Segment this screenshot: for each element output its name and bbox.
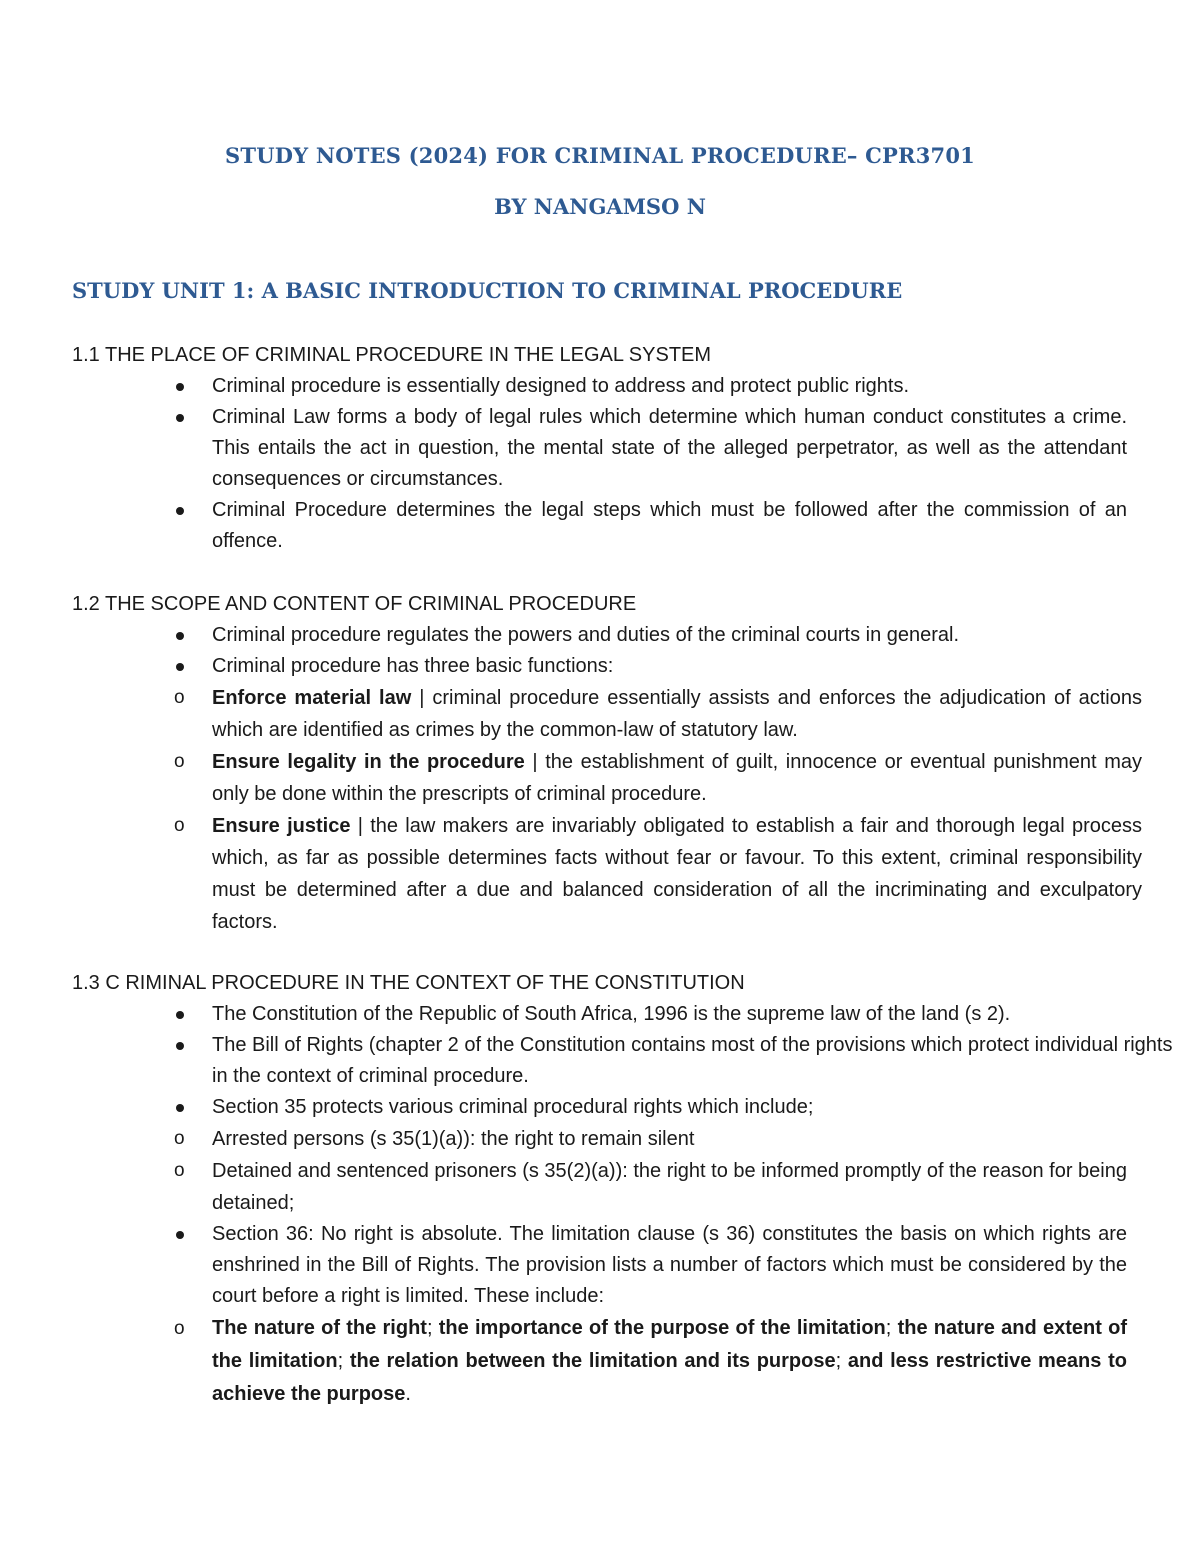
limitation-factors-text [212, 1312, 1127, 1411]
function-label: Enforce material law [212, 687, 412, 709]
list-item-text: Criminal Procedure determines the legal steps which must be followed after the commission of an offence. [212, 499, 1127, 552]
list-item [72, 682, 1182, 746]
document-author: BY NANGAMSO N [494, 194, 706, 219]
list-item [72, 810, 1182, 938]
circle-bullet-icon: o [174, 1318, 185, 1339]
section-heading: 1.1 THE PLACE OF CRIMINAL PROCEDURE IN THE LEGAL SYSTEM [72, 344, 712, 366]
list-item-text [212, 746, 1142, 810]
section-1-2 [72, 589, 1182, 938]
function-label: Ensure legality in the procedure [212, 751, 525, 773]
limitation-factor: the relation between the limitation and its purpose [349, 1350, 836, 1372]
list-item [72, 651, 1182, 682]
list-item-text: Criminal procedure is essentially designed to address and protect public rights. [212, 375, 910, 397]
list-item-text: Criminal procedure has three basic functions: [212, 655, 614, 677]
list-item [72, 495, 1182, 557]
list-item-text [212, 810, 1142, 938]
separator: ; [835, 1350, 848, 1372]
limitation-factor: The nature of the right [212, 1317, 427, 1339]
list-item [72, 746, 1182, 810]
list-item [72, 1312, 1182, 1411]
separator: . [405, 1383, 411, 1405]
list-item-text: The Bill of Rights (chapter 2 of the Constitution contains most of the provisions which protect individual rights in the context of criminal procedure. [212, 1034, 1173, 1087]
list-item [72, 402, 1182, 495]
list-item-text: Criminal Law forms a body of legal rules which determine which human conduct constitutes a crime. This entails the act in question, the mental state of the alleged perpetrator, as well as the attendant consequences or circumstances. [212, 406, 1127, 490]
list-item [72, 1123, 1182, 1155]
function-description: | criminal procedure essentially assists and enforces the adjudication of actions which are identified as crimes by the common-law of statutory law. [212, 687, 1142, 741]
list-item [72, 371, 1182, 402]
separator: ; [426, 1317, 439, 1339]
bullet-list [72, 371, 1182, 557]
section-heading: 1.2 THE SCOPE AND CONTENT OF CRIMINAL PROCEDURE [72, 593, 637, 615]
section-heading: 1.3 C RIMINAL PROCEDURE IN THE CONTEXT OF THE CONSTITUTION [72, 972, 745, 994]
separator: ; [337, 1350, 350, 1372]
list-item-text: The Constitution of the Republic of South Africa, 1996 is the supreme law of the land (s 2). [212, 1003, 1011, 1025]
list-item [72, 1219, 1182, 1312]
function-description: | the establishment of guilt, innocence or eventual punishment may only be done within the prescripts of criminal procedure. [212, 751, 1142, 805]
limitation-factor: the nature and extent of the limitation [212, 1317, 1127, 1372]
list-item-text: Criminal procedure regulates the powers and duties of the criminal courts in general. [212, 624, 960, 646]
list-item [72, 1030, 1182, 1092]
section-1-1 [72, 340, 1182, 557]
list-item [72, 1155, 1182, 1219]
circle-bullet-icon: o [174, 1160, 185, 1181]
list-item-text: Section 36: No right is absolute. The limitation clause (s 36) constitutes the basis on which rights are enshrined in the Bill of Rights. The provision lists a number of factors which must be considered by the court before a right is limited. These include: [212, 1223, 1127, 1307]
separator: ; [885, 1317, 898, 1339]
document-title: STUDY NOTES (2024) FOR CRIMINAL PROCEDURE– CPR3701 [225, 143, 975, 168]
function-label: Ensure justice [212, 815, 351, 837]
circle-bullet-icon: o [174, 1128, 185, 1149]
list-item [72, 620, 1182, 651]
list-item-text: Section 35 protects various criminal procedural rights which include; [212, 1096, 814, 1118]
circle-bullet-icon: o [174, 751, 185, 772]
list-item-text: Detained and sentenced prisoners (s 35(2)(a)): the right to be informed promptly of the reason for being detained; [212, 1160, 1127, 1214]
function-description: | the law makers are invariably obligated to establish a fair and thorough legal process which, as far as possible determines facts without fear or favour. To this extent, criminal responsibility must be determined after a due and balanced consideration of all the incriminating and exculpatory factors. [212, 815, 1143, 933]
circle-bullet-icon: o [174, 687, 185, 708]
study-unit-heading: STUDY UNIT 1: A BASIC INTRODUCTION TO CRIMINAL PROCEDURE [72, 278, 903, 303]
circle-bullet-icon: o [174, 815, 185, 836]
list-item [72, 1092, 1182, 1123]
bullet-list [72, 999, 1182, 1411]
bullet-list [72, 620, 1182, 938]
limitation-factor: the importance of the purpose of the limitation [438, 1317, 886, 1339]
list-item-text: Arrested persons (s 35(1)(a)): the right to remain silent [212, 1128, 695, 1150]
list-item [72, 999, 1182, 1030]
section-1-3 [72, 968, 1182, 1411]
list-item-text [212, 682, 1142, 746]
limitation-factor: and less restrictive means to achieve the purpose [212, 1350, 1127, 1405]
